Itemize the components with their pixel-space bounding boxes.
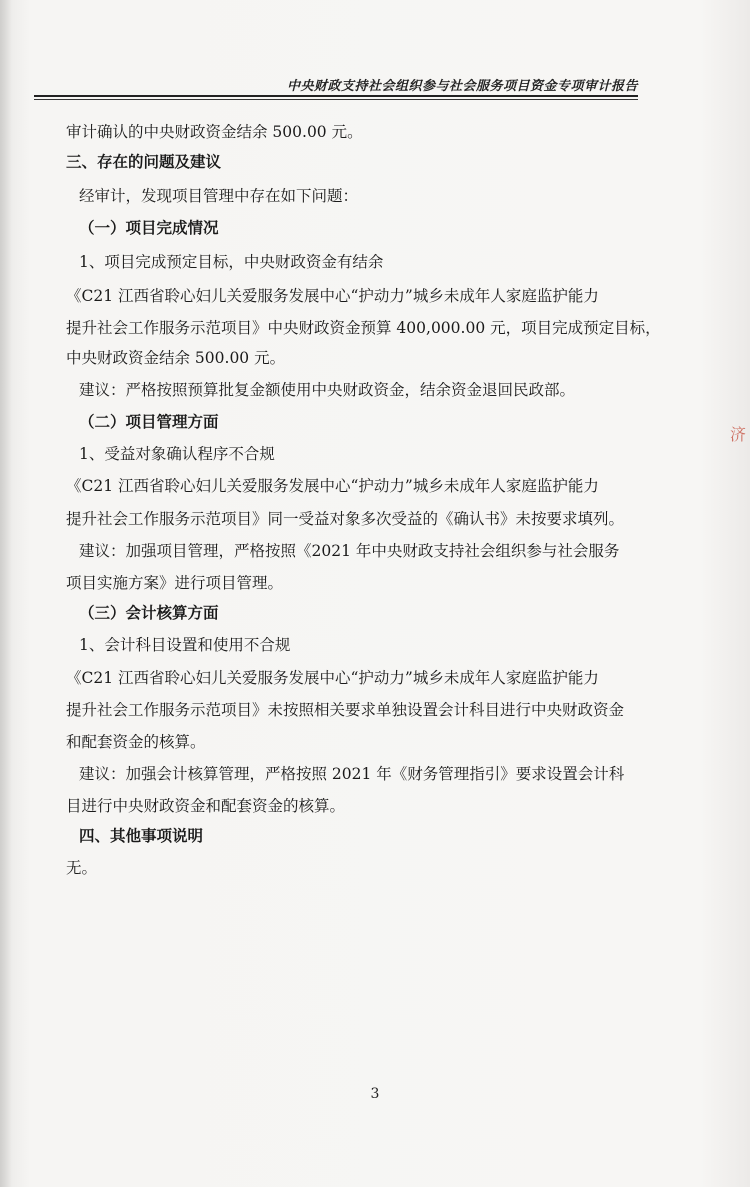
body-line: 《C21 江西省聆心妇儿关爱服务发展中心“护动力”城乡未成年人家庭监护能力	[66, 287, 599, 305]
suggestion-line: 项目实施方案》进行项目管理。	[66, 574, 284, 592]
suggestion-line: 建议：严格按照预算批复金额使用中央财政资金，结余资金退回民政部。	[79, 381, 576, 399]
suggestion-line: 建议：加强会计核算管理，严格按照 2021 年《财务管理指引》要求设置会计科	[79, 765, 625, 783]
header-rule	[34, 95, 638, 97]
body-line: 提升社会工作服务示范项目》中央财政资金预算 400,000.00 元，项目完成预定目标，	[66, 319, 661, 337]
page-number: 3	[370, 1086, 380, 1102]
suggestion-line: 目进行中央财政资金和配套资金的核算。	[66, 797, 346, 815]
body-line: 《C21 江西省聆心妇儿关爱服务发展中心“护动力”城乡未成年人家庭监护能力	[66, 669, 599, 687]
body-line: 和配套资金的核算。	[66, 733, 206, 751]
suggestion-line: 建议：加强项目管理，严格按照《2021 年中央财政支持社会组织参与社会服务	[79, 542, 620, 560]
body-line: 《C21 江西省聆心妇儿关爱服务发展中心“护动力”城乡未成年人家庭监护能力	[66, 477, 599, 495]
body-line: 审计确认的中央财政资金结余 500.00 元。	[66, 123, 363, 141]
item-heading: 1、受益对象确认程序不合规	[79, 445, 275, 463]
item-heading: 1、会计科目设置和使用不合规	[79, 636, 291, 654]
body-line: 中央财政资金结余 500.00 元。	[66, 349, 286, 367]
margin-mark: 济	[729, 425, 746, 444]
body-line: 提升社会工作服务示范项目》未按照相关要求单独设置会计科目进行中央财政资金	[66, 701, 625, 719]
body-line: 无。	[66, 859, 98, 877]
item-heading: 1、项目完成预定目标，中央财政资金有结余	[79, 253, 384, 271]
section-heading: 三、存在的问题及建议	[66, 152, 222, 171]
subsection-heading: （一）项目完成情况	[79, 218, 219, 237]
body-line: 经审计，发现项目管理中存在如下问题：	[79, 187, 359, 205]
scan-edge-shadow	[0, 0, 12, 1187]
body-line: 提升社会工作服务示范项目》同一受益对象多次受益的《确认书》未按要求填列。	[66, 510, 625, 528]
subsection-heading: （三）会计核算方面	[79, 603, 219, 622]
subsection-heading: （二）项目管理方面	[79, 412, 219, 431]
section-heading: 四、其他事项说明	[79, 826, 204, 845]
header-title: 中央财政支持社会组织参与社会服务项目资金专项审计报告	[286, 79, 638, 94]
header-rule-thin	[34, 99, 638, 100]
